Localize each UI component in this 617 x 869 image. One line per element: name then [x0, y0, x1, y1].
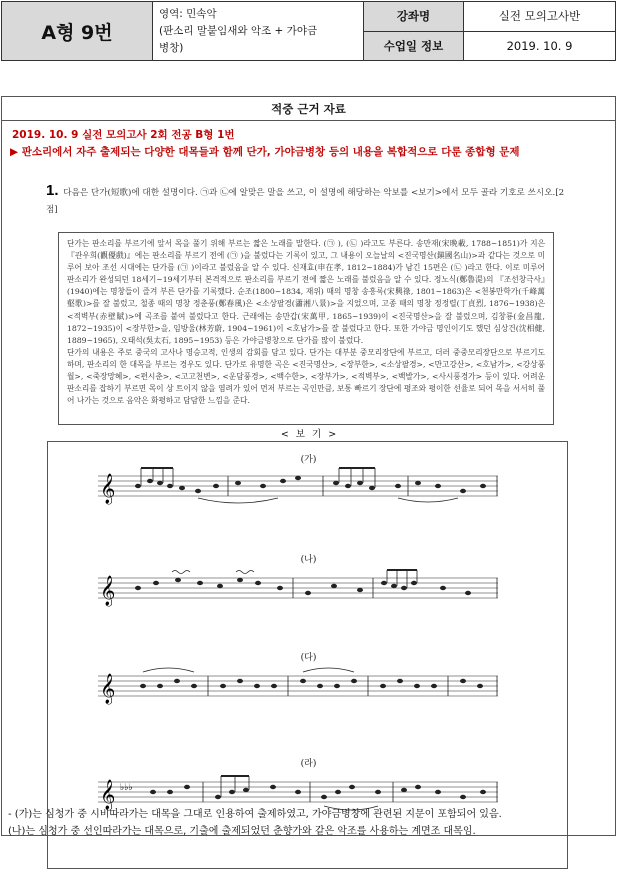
area-detail-line2: 병창) — [159, 42, 184, 54]
section-title: 적중 근거 자료 — [2, 97, 615, 121]
area-label: 영역: 민속악 — [159, 8, 217, 20]
score-label-na: (나) — [300, 555, 317, 565]
flat-signs: ♭♭♭ — [120, 783, 133, 793]
score-label-da: (다) — [300, 653, 317, 663]
bogi-title: < 보 기 > — [280, 429, 339, 440]
question — [46, 182, 566, 219]
question-text: 다음은 단가(短歌)에 대한 설명이다. ㉠과 ㉡에 알맞은 말을 쓰고, 이 설명에 해당하는 악보를 <보기>에서 모두 골라 기호로 쓰시오.[2점] — [46, 188, 565, 215]
exam-id: A형 9번 — [2, 2, 153, 60]
date-row — [364, 31, 615, 61]
note-line: ▶ 판소리에서 자주 출제되는 다양한 대목들과 함께 단가, 가야금병창 등의 내용을 복합적으로 다룬 종합형 문제 — [10, 146, 520, 158]
passage-paragraph-2: 단가의 내용은 주로 중국의 고사나 명승고적, 인생의 감회를 담고 있다. 단가는 대부분 중모리장단에 부르고, 더러 중중모리장단으로 부르기도 하며, 판소리의 한 대목을 부르는 경우도 있다. 단가로 유명한 곡은 <진국명산>, <장부한>, <소상팔경>, <만고강산>, <호남가>, <강상풍월>, <죽장망혜>, <편시춘>, <고고천변>, <운담풍경>, <백수한>, <장부가>, <적벽부>, <백발가>, <사시풍경가> 등이 있다. 어려운 판소리를 잡하기 부르면 목이 상 트이지 않을 염려가 있어 먼저 부르는 곡인만큼, 보통 빠르기 장단에 평조와 평이한 선율로 되어 목을 서서히 풀어 나가는 것으로 음악은 화평하고 담담한 느낌을 준다. — [67, 347, 545, 406]
treble-clef-icon: 𝄞 — [100, 780, 116, 810]
score-label-ra: (라) — [300, 759, 317, 769]
treble-clef-icon: 𝄞 — [100, 576, 116, 606]
date-value: 2019. 10. 9 — [506, 38, 573, 53]
reference-line: 2019. 10. 9 실전 모의고사 2회 전공 B형 1번 — [12, 129, 235, 141]
course-value: 실전 모의고사반 — [498, 9, 581, 24]
passage-paragraph-1: 단가는 판소리를 부르기에 앞서 목을 풀기 위해 부르는 짧은 노래를 말한다. (㉠ ), (㉡ )라고도 부른다. 송만재(宋晩載, 1788~1851)가 지은 『관우희(觀優戲)』에는 판소리를 부르기 전에 (㉠ )을 불렀다는 기록이 있고, 그 내용이 오늘날의 <진국명산(鎭國名山)>과 같다는 것으로 미루어 보아 조선 시대에는 단가를 (㉠ )이라고 불렀음을 알 수 있다. 신재효(申在孝, 1812~1884)가 남긴 15편은 (㉡ )라고 한다. 이로 미루어 판소리가 완성되던 18세기~19세기부터 본격적으로 판소리를 부르기 전에 짧은 노래를 불렀음을 알 수 있다. 정노식(鄭魯湜)의 『조선창극사』(1940)에는 명창들이 즐겨 부른 단가를 기록했다. 순조(1800~1834, 재위) 때의 명창 송흥록(宋興祿, 1801~1863)은 <천봉만학가(千峰萬壑歌)>를 잘 불렀고, 철종 때의 명창 정춘풍(鄭春風)은 <소상팔경(瀟湘八景)>을 지었으며, 고종 때의 명창 정정렬(丁貞烈, 1876~1938)은 <적벽부(赤壁賦)>에 곡조를 붙여 불렀다고 한다. 근래에는 송만갑(宋萬甲, 1865~1939)이 <진국명산>을 잘 불렀으며, 김창룡(金昌龍, 1872~1935)이 <장부한>을, 임방울(林芳蔚, 1904~1961)이 <호남가>를 잘 불렀다고 한다. 또한 가야금 명인이기도 했던 심상건(沈相健, 1889~1965), 오태석(吳太石, 1895~1953) 등은 가야금병창으로 단가를 많이 불렀다. — [67, 239, 545, 345]
course-row — [364, 2, 615, 31]
score-label-ga: (가) — [300, 455, 317, 465]
passage-box — [58, 232, 554, 425]
area-cell — [153, 2, 364, 60]
header-info — [364, 2, 615, 60]
treble-clef-icon: 𝄞 — [100, 674, 116, 704]
bullet-note-1: - (가)는 심청가 중 시비따라가는 대목을 그대로 인용하여 출제하였고, 가야금병창에 관련된 지문이 포함되어 있음. — [8, 809, 502, 820]
evidence-section — [1, 96, 616, 836]
music-score-na — [98, 564, 498, 608]
date-label: 수업일 정보 — [364, 32, 464, 61]
treble-clef-icon: 𝄞 — [100, 474, 116, 504]
bullet-note-2: (나)는 심청가 중 선인따라가는 대목으로, 기출에 출제되었던 춘향가와 같은 악조를 사용하는 계면조 대목임. — [8, 826, 476, 837]
question-number: 1. — [46, 182, 59, 199]
music-score-ga — [98, 464, 498, 508]
header-table — [1, 1, 616, 61]
area-detail-line1: (판소리 말붙임새와 악조 + 가야금 — [159, 25, 318, 37]
course-label: 강좌명 — [364, 2, 464, 31]
music-score-da — [98, 662, 498, 706]
